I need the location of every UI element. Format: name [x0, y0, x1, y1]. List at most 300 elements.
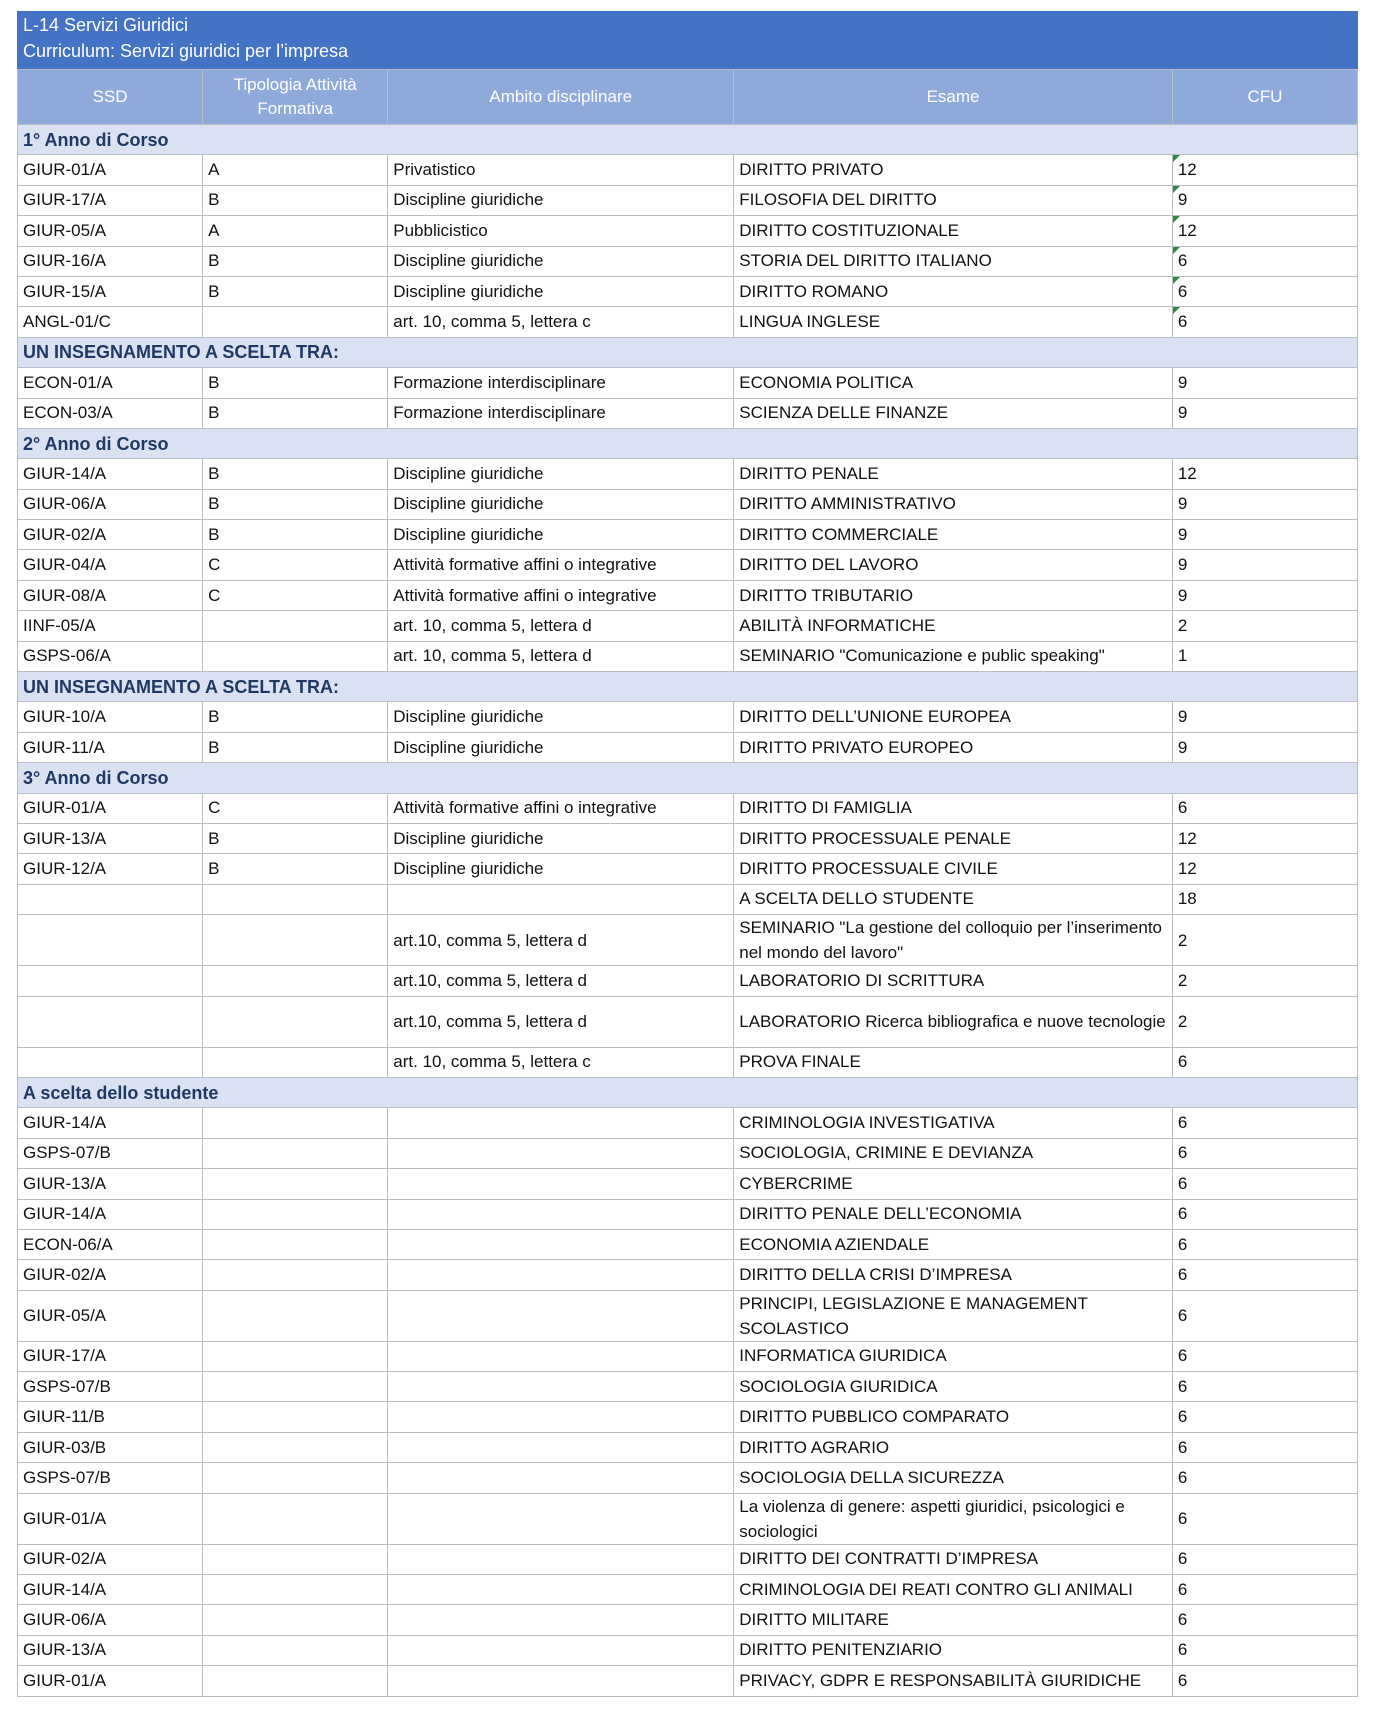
cell-cfu — [1172, 368, 1357, 398]
cell-tipologia: C — [203, 550, 388, 580]
cfu-value: 6 — [1177, 1306, 1188, 1326]
cfu-value: 6 — [1177, 798, 1188, 818]
table-row — [18, 1635, 1358, 1665]
cell-tipologia — [203, 1047, 388, 1077]
cell-ssd: GIUR-11/B — [18, 1402, 203, 1432]
cell-tipologia — [203, 1138, 388, 1168]
table-row — [18, 368, 1358, 398]
cell-esame: SOCIOLOGIA DELLA SICUREZZA — [734, 1463, 1173, 1493]
cell-esame: STORIA DEL DIRITTO ITALIANO — [734, 246, 1173, 276]
cfu-value: 12 — [1177, 859, 1197, 879]
cell-esame: DIRITTO COSTITUZIONALE — [734, 216, 1173, 246]
cell-tipologia — [203, 641, 388, 671]
cell-ssd: GIUR-02/A — [18, 1260, 203, 1290]
cell-ambito — [388, 1432, 734, 1462]
cfu-value: 6 — [1177, 1234, 1188, 1254]
cell-ambito — [388, 1341, 734, 1371]
table-row — [18, 185, 1358, 215]
cell-tipologia — [203, 1432, 388, 1462]
cfu-value: 6 — [1177, 1052, 1188, 1072]
spreadsheet — [17, 11, 1358, 1697]
cell-ssd — [18, 884, 203, 914]
table-row — [18, 823, 1358, 853]
comment-indicator-icon — [1173, 307, 1180, 314]
table-row — [18, 854, 1358, 884]
cell-cfu — [1172, 996, 1357, 1047]
table-row — [18, 641, 1358, 671]
cell-ssd: GIUR-01/A — [18, 1666, 203, 1696]
cell-ssd: GIUR-01/A — [18, 793, 203, 823]
cell-ambito: Discipline giuridiche — [388, 246, 734, 276]
comment-indicator-icon — [1173, 277, 1180, 284]
cell-esame: CRIMINOLOGIA INVESTIGATIVA — [734, 1108, 1173, 1138]
cell-ambito: Attività formative affini o integrative — [388, 550, 734, 580]
cell-tipologia — [203, 1544, 388, 1574]
table-body — [18, 125, 1358, 1697]
table-row — [18, 1199, 1358, 1229]
cell-tipologia: B — [203, 368, 388, 398]
cfu-value: 2 — [1177, 930, 1188, 950]
table-row — [18, 702, 1358, 732]
cell-cfu — [1172, 580, 1357, 610]
cell-esame: DIRITTO PENALE — [734, 459, 1173, 489]
cell-ssd — [18, 915, 203, 966]
cell-cfu — [1172, 1108, 1357, 1138]
cell-cfu — [1172, 1047, 1357, 1077]
cfu-value: 6 — [1177, 1204, 1188, 1224]
cell-esame: INFORMATICA GIURIDICA — [734, 1341, 1173, 1371]
section-title: UN INSEGNAMENTO A SCELTA TRA: — [18, 337, 1358, 367]
cfu-value: 6 — [1177, 1610, 1188, 1630]
cell-cfu — [1172, 793, 1357, 823]
cell-tipologia — [203, 1169, 388, 1199]
cell-tipologia — [203, 1666, 388, 1696]
section-header-row — [18, 125, 1358, 155]
table-row — [18, 1544, 1358, 1574]
cell-ssd — [18, 996, 203, 1047]
cell-tipologia: B — [203, 246, 388, 276]
cell-cfu — [1172, 732, 1357, 762]
cell-cfu — [1172, 1199, 1357, 1229]
cell-esame: FILOSOFIA DEL DIRITTO — [734, 185, 1173, 215]
cell-ssd — [18, 1047, 203, 1077]
cell-cfu — [1172, 307, 1357, 337]
cell-ambito: Pubblicistico — [388, 216, 734, 246]
cell-ambito — [388, 1493, 734, 1544]
table-row — [18, 1372, 1358, 1402]
cell-ssd: ECON-01/A — [18, 368, 203, 398]
cell-ambito — [388, 1666, 734, 1696]
table-row — [18, 1666, 1358, 1696]
cell-esame: DIRITTO DEL LAVORO — [734, 550, 1173, 580]
cell-ssd: GIUR-05/A — [18, 1290, 203, 1341]
cfu-value: 6 — [1177, 1640, 1188, 1660]
cell-ambito — [388, 884, 734, 914]
comment-indicator-icon — [1173, 186, 1180, 193]
cell-cfu — [1172, 1463, 1357, 1493]
cell-ambito: Formazione interdisciplinare — [388, 368, 734, 398]
cell-ambito: art. 10, comma 5, lettera c — [388, 1047, 734, 1077]
cell-cfu — [1172, 185, 1357, 215]
section-header-row — [18, 1077, 1358, 1107]
cell-ssd: ECON-06/A — [18, 1229, 203, 1259]
table-row — [18, 1432, 1358, 1462]
cell-cfu — [1172, 246, 1357, 276]
section-header-row — [18, 672, 1358, 702]
cell-esame: LABORATORIO Ricerca bibliografica e nuove tecnologie — [734, 996, 1173, 1047]
cell-ambito: Discipline giuridiche — [388, 185, 734, 215]
cell-esame: DIRITTO AGRARIO — [734, 1432, 1173, 1462]
cell-cfu — [1172, 854, 1357, 884]
cell-ambito — [388, 1199, 734, 1229]
cell-ambito: Privatistico — [388, 155, 734, 185]
cell-ambito — [388, 1605, 734, 1635]
cell-esame: PRINCIPI, LEGISLAZIONE E MANAGEMENT SCOLASTICO — [734, 1290, 1173, 1341]
cell-esame: DIRITTO ROMANO — [734, 276, 1173, 306]
table-row — [18, 580, 1358, 610]
cell-ambito: Discipline giuridiche — [388, 276, 734, 306]
cell-cfu — [1172, 520, 1357, 550]
cell-ambito: Attività formative affini o integrative — [388, 580, 734, 610]
cell-ssd: GIUR-06/A — [18, 489, 203, 519]
cfu-value: 6 — [1177, 281, 1188, 301]
section-title: 1° Anno di Corso — [18, 125, 1358, 155]
cell-ambito: art.10, comma 5, lettera d — [388, 915, 734, 966]
cell-ambito: art.10, comma 5, lettera d — [388, 996, 734, 1047]
cell-tipologia: B — [203, 185, 388, 215]
cell-cfu — [1172, 702, 1357, 732]
cell-tipologia: A — [203, 155, 388, 185]
cell-esame: DIRITTO DELLA CRISI D’IMPRESA — [734, 1260, 1173, 1290]
cell-ambito — [388, 1402, 734, 1432]
cell-tipologia: B — [203, 459, 388, 489]
cell-cfu — [1172, 398, 1357, 428]
cell-tipologia — [203, 1463, 388, 1493]
cfu-value: 6 — [1177, 1509, 1188, 1529]
cfu-value: 6 — [1177, 1670, 1188, 1690]
cell-ssd: ANGL-01/C — [18, 307, 203, 337]
cell-ssd: GIUR-01/A — [18, 155, 203, 185]
cfu-value: 6 — [1177, 1264, 1188, 1284]
cell-esame: DIRITTO DELL’UNIONE EUROPEA — [734, 702, 1173, 732]
cell-esame: CRIMINOLOGIA DEI REATI CONTRO GLI ANIMALI — [734, 1575, 1173, 1605]
column-header-row — [18, 70, 1358, 125]
cell-esame: DIRITTO PENALE DELL’ECONOMIA — [734, 1199, 1173, 1229]
table-row — [18, 1493, 1358, 1544]
table-row — [18, 1463, 1358, 1493]
cell-ambito: Discipline giuridiche — [388, 459, 734, 489]
cfu-value: 1 — [1177, 646, 1188, 666]
cell-esame: SEMINARIO "La gestione del colloquio per l’inserimento nel mondo del lavoro" — [734, 915, 1173, 966]
cell-esame: La violenza di genere: aspetti giuridici, psicologici e sociologici — [734, 1493, 1173, 1544]
cell-tipologia — [203, 1605, 388, 1635]
cell-cfu — [1172, 155, 1357, 185]
cell-cfu — [1172, 1666, 1357, 1696]
cell-ambito: Discipline giuridiche — [388, 520, 734, 550]
cell-ambito — [388, 1108, 734, 1138]
cell-tipologia — [203, 1493, 388, 1544]
table-row — [18, 793, 1358, 823]
cell-esame: DIRITTO PENITENZIARIO — [734, 1635, 1173, 1665]
cell-cfu — [1172, 1544, 1357, 1574]
cell-tipologia: B — [203, 732, 388, 762]
cfu-value: 9 — [1177, 494, 1188, 514]
cell-cfu — [1172, 1138, 1357, 1168]
header-banner — [17, 11, 1358, 69]
cfu-value: 12 — [1177, 220, 1197, 240]
cell-ambito — [388, 1169, 734, 1199]
cell-ambito: Attività formative affini o integrative — [388, 793, 734, 823]
cell-cfu — [1172, 1372, 1357, 1402]
table-row — [18, 520, 1358, 550]
cell-esame: DIRITTO TRIBUTARIO — [734, 580, 1173, 610]
table-row — [18, 1290, 1358, 1341]
cfu-value: 6 — [1177, 1143, 1188, 1163]
cfu-value: 6 — [1177, 1549, 1188, 1569]
table-row — [18, 1575, 1358, 1605]
cell-ambito: art. 10, comma 5, lettera c — [388, 307, 734, 337]
table-row — [18, 611, 1358, 641]
cell-tipologia — [203, 307, 388, 337]
table-row — [18, 915, 1358, 966]
cell-esame: DIRITTO PRIVATO — [734, 155, 1173, 185]
cfu-value: 18 — [1177, 889, 1197, 909]
cell-tipologia — [203, 966, 388, 996]
cell-esame: LINGUA INGLESE — [734, 307, 1173, 337]
cell-ssd: GIUR-17/A — [18, 1341, 203, 1371]
cell-ssd: GIUR-13/A — [18, 823, 203, 853]
table-row — [18, 1402, 1358, 1432]
cell-tipologia — [203, 996, 388, 1047]
cell-ssd: GIUR-04/A — [18, 550, 203, 580]
cell-tipologia: B — [203, 702, 388, 732]
cfu-value: 9 — [1177, 555, 1188, 575]
cell-ssd: GIUR-10/A — [18, 702, 203, 732]
cell-ssd: GIUR-02/A — [18, 520, 203, 550]
cell-tipologia — [203, 1575, 388, 1605]
cell-esame: LABORATORIO DI SCRITTURA — [734, 966, 1173, 996]
cell-ssd: GIUR-03/B — [18, 1432, 203, 1462]
table-row — [18, 1341, 1358, 1371]
cfu-value: 6 — [1177, 312, 1188, 332]
cell-cfu — [1172, 459, 1357, 489]
comment-indicator-icon — [1173, 216, 1180, 223]
column-header-ambito: Ambito disciplinare — [388, 70, 734, 125]
cell-esame: A SCELTA DELLO STUDENTE — [734, 884, 1173, 914]
cfu-value: 6 — [1177, 1376, 1188, 1396]
cell-tipologia: B — [203, 823, 388, 853]
cell-ssd: GIUR-02/A — [18, 1544, 203, 1574]
section-header-row — [18, 428, 1358, 458]
cell-ssd: GIUR-12/A — [18, 854, 203, 884]
cell-ambito — [388, 1372, 734, 1402]
cell-cfu — [1172, 966, 1357, 996]
cell-tipologia — [203, 1372, 388, 1402]
cell-esame: DIRITTO PUBBLICO COMPARATO — [734, 1402, 1173, 1432]
cell-ssd: GIUR-14/A — [18, 1108, 203, 1138]
cell-cfu — [1172, 1432, 1357, 1462]
cell-ambito — [388, 1290, 734, 1341]
cell-cfu — [1172, 216, 1357, 246]
cell-cfu — [1172, 1575, 1357, 1605]
cell-cfu — [1172, 1341, 1357, 1371]
cell-tipologia — [203, 1290, 388, 1341]
cell-ssd: GSPS-07/B — [18, 1372, 203, 1402]
cell-esame: SOCIOLOGIA, CRIMINE E DEVIANZA — [734, 1138, 1173, 1168]
cfu-value: 6 — [1177, 1437, 1188, 1457]
cell-tipologia: B — [203, 854, 388, 884]
cell-ssd: ECON-03/A — [18, 398, 203, 428]
cell-esame: PROVA FINALE — [734, 1047, 1173, 1077]
cell-esame: SEMINARIO "Comunicazione e public speaking" — [734, 641, 1173, 671]
cell-esame: ECONOMIA AZIENDALE — [734, 1229, 1173, 1259]
cell-tipologia: B — [203, 489, 388, 519]
cell-tipologia — [203, 915, 388, 966]
cell-esame: DIRITTO DEI CONTRATTI D’IMPRESA — [734, 1544, 1173, 1574]
table-row — [18, 884, 1358, 914]
cell-ssd: GIUR-17/A — [18, 185, 203, 215]
cell-ambito: art.10, comma 5, lettera d — [388, 966, 734, 996]
cell-ambito — [388, 1463, 734, 1493]
table-row — [18, 398, 1358, 428]
cell-tipologia: B — [203, 520, 388, 550]
cfu-value: 12 — [1177, 463, 1197, 483]
cell-ambito — [388, 1635, 734, 1665]
cell-tipologia: B — [203, 398, 388, 428]
cell-esame: DIRITTO AMMINISTRATIVO — [734, 489, 1173, 519]
section-title: A scelta dello studente — [18, 1077, 1358, 1107]
cell-cfu — [1172, 1229, 1357, 1259]
cell-ssd: GSPS-07/B — [18, 1138, 203, 1168]
cell-tipologia — [203, 1402, 388, 1432]
cell-cfu — [1172, 1260, 1357, 1290]
cell-ssd: GIUR-11/A — [18, 732, 203, 762]
cfu-value: 6 — [1177, 1113, 1188, 1133]
cell-cfu — [1172, 915, 1357, 966]
cell-ambito — [388, 1229, 734, 1259]
cell-ssd: IINF-05/A — [18, 611, 203, 641]
cell-ambito: art. 10, comma 5, lettera d — [388, 641, 734, 671]
cell-esame: DIRITTO COMMERCIALE — [734, 520, 1173, 550]
cell-tipologia — [203, 611, 388, 641]
cell-cfu — [1172, 1605, 1357, 1635]
cfu-value: 12 — [1177, 160, 1197, 180]
cfu-value: 12 — [1177, 828, 1197, 848]
curriculum-title: Curriculum: Servizi giuridici per l’impresa — [23, 41, 349, 61]
table-row — [18, 966, 1358, 996]
cell-tipologia — [203, 1199, 388, 1229]
column-header-ssd: SSD — [18, 70, 203, 125]
table-row — [18, 1138, 1358, 1168]
cfu-value: 9 — [1177, 707, 1188, 727]
cell-cfu — [1172, 1290, 1357, 1341]
cell-ssd: GIUR-01/A — [18, 1493, 203, 1544]
cell-tipologia: A — [203, 216, 388, 246]
cell-ambito: Formazione interdisciplinare — [388, 398, 734, 428]
cfu-value: 2 — [1177, 970, 1188, 990]
cell-ambito — [388, 1138, 734, 1168]
table-row — [18, 459, 1358, 489]
table-row — [18, 996, 1358, 1047]
cell-esame: DIRITTO PRIVATO EUROPEO — [734, 732, 1173, 762]
cfu-value: 6 — [1177, 1173, 1188, 1193]
cell-ssd: GIUR-14/A — [18, 459, 203, 489]
table-row — [18, 1605, 1358, 1635]
column-header-esame: Esame — [734, 70, 1173, 125]
cell-ambito: Discipline giuridiche — [388, 823, 734, 853]
cfu-value: 6 — [1177, 1346, 1188, 1366]
section-title: 3° Anno di Corso — [18, 763, 1358, 793]
cell-cfu — [1172, 1169, 1357, 1199]
cell-ambito — [388, 1544, 734, 1574]
cell-tipologia: C — [203, 580, 388, 610]
table-row — [18, 1229, 1358, 1259]
table-row — [18, 1169, 1358, 1199]
cell-cfu — [1172, 489, 1357, 519]
cell-ambito: Discipline giuridiche — [388, 489, 734, 519]
section-title: 2° Anno di Corso — [18, 428, 1358, 458]
cfu-value: 6 — [1177, 1407, 1188, 1427]
cell-ssd: GIUR-06/A — [18, 1605, 203, 1635]
cell-ssd: GIUR-08/A — [18, 580, 203, 610]
table-row — [18, 216, 1358, 246]
cfu-value: 6 — [1177, 1467, 1188, 1487]
cell-cfu — [1172, 641, 1357, 671]
cell-cfu — [1172, 550, 1357, 580]
table-row — [18, 1260, 1358, 1290]
cell-ambito: Discipline giuridiche — [388, 732, 734, 762]
cell-cfu — [1172, 1635, 1357, 1665]
cell-tipologia: B — [203, 276, 388, 306]
column-header-cfu: CFU — [1172, 70, 1357, 125]
table-row — [18, 307, 1358, 337]
cell-esame: ABILITÀ INFORMATICHE — [734, 611, 1173, 641]
cell-ambito — [388, 1575, 734, 1605]
cfu-value: 6 — [1177, 251, 1188, 271]
cell-esame: SCIENZA DELLE FINANZE — [734, 398, 1173, 428]
cell-ssd: GIUR-14/A — [18, 1575, 203, 1605]
cell-ambito: Discipline giuridiche — [388, 854, 734, 884]
cell-ssd: GIUR-05/A — [18, 216, 203, 246]
cell-tipologia — [203, 1260, 388, 1290]
cell-tipologia — [203, 884, 388, 914]
cell-esame: PRIVACY, GDPR E RESPONSABILITÀ GIURIDICHE — [734, 1666, 1173, 1696]
cell-esame: ECONOMIA POLITICA — [734, 368, 1173, 398]
comment-indicator-icon — [1173, 247, 1180, 254]
table-row — [18, 246, 1358, 276]
cell-ssd: GSPS-07/B — [18, 1463, 203, 1493]
cell-ssd — [18, 966, 203, 996]
table-row — [18, 155, 1358, 185]
section-title: UN INSEGNAMENTO A SCELTA TRA: — [18, 672, 1358, 702]
cell-cfu — [1172, 884, 1357, 914]
column-header-tipologia: Tipologia Attività Formativa — [203, 70, 388, 125]
cfu-value: 2 — [1177, 1012, 1188, 1032]
cell-cfu — [1172, 1402, 1357, 1432]
table-row — [18, 732, 1358, 762]
table-row — [18, 1108, 1358, 1138]
curriculum-table — [17, 69, 1358, 1697]
cfu-value: 9 — [1177, 737, 1188, 757]
cell-ambito: Discipline giuridiche — [388, 702, 734, 732]
cell-ssd: GSPS-06/A — [18, 641, 203, 671]
cell-tipologia: C — [203, 793, 388, 823]
cfu-value: 9 — [1177, 403, 1188, 423]
cell-tipologia — [203, 1341, 388, 1371]
cfu-value: 9 — [1177, 190, 1188, 210]
table-row — [18, 276, 1358, 306]
cell-tipologia — [203, 1229, 388, 1259]
